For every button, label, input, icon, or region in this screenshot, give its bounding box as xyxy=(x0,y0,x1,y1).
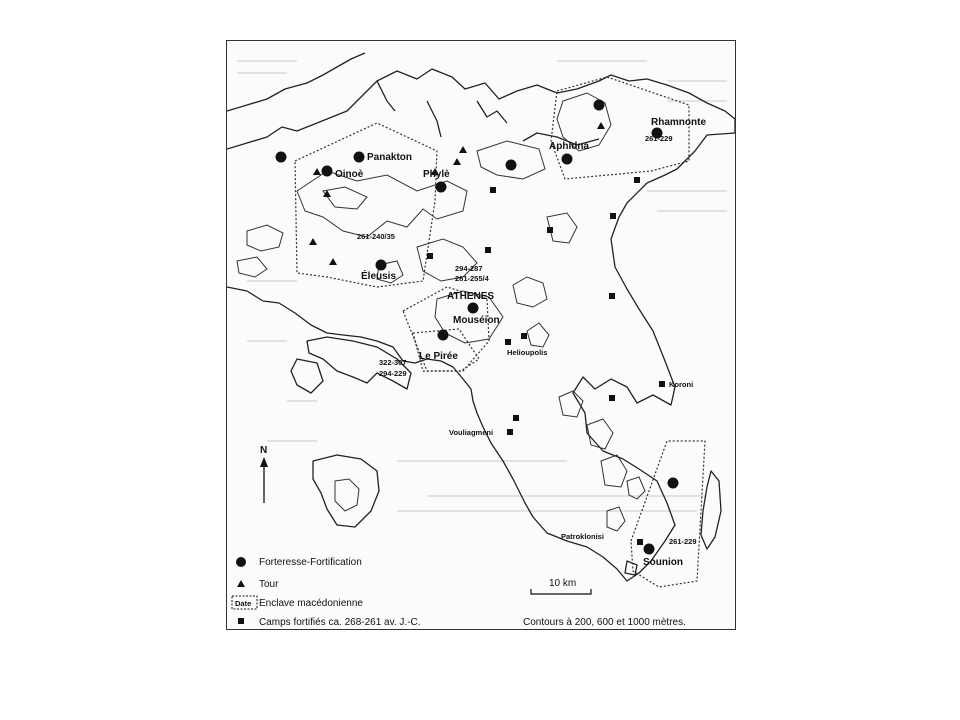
enclave-aphidna-rhamnonte xyxy=(551,77,689,179)
attica-map xyxy=(227,41,735,629)
camp-marker xyxy=(485,247,491,253)
label-panakton: Panakton xyxy=(367,152,413,163)
small-island-west xyxy=(291,359,323,393)
label-piree: Le Pirée xyxy=(419,351,458,362)
tower-marker xyxy=(597,122,605,129)
scale-bar xyxy=(531,578,591,594)
contour-lines xyxy=(237,93,645,531)
label-date-rhamnonte: 261-229 xyxy=(645,134,673,143)
camp-marker xyxy=(507,429,513,435)
legend-camp-label: Camps fortifiés ca. 268-261 av. J.-C. xyxy=(259,617,421,628)
camp-marker xyxy=(427,253,433,259)
north-arrow-icon xyxy=(260,457,268,467)
tower-marker xyxy=(459,146,467,153)
fortress-marker-east xyxy=(668,478,679,489)
camp-marker xyxy=(521,333,527,339)
north-coast-detail xyxy=(227,53,599,145)
fortress-marker-sounion xyxy=(644,544,655,555)
camp-marker xyxy=(637,539,643,545)
label-phyle: Phylè xyxy=(423,169,450,180)
tower-marker xyxy=(453,158,461,165)
label-date-piree-2: 294-229 xyxy=(379,369,407,378)
fortress-marker-north xyxy=(594,100,605,111)
map-frame xyxy=(226,40,736,630)
north-arrow xyxy=(260,445,268,503)
camp-markers xyxy=(427,177,665,545)
label-koroni: Koroni xyxy=(669,380,694,389)
aegina-contour xyxy=(335,479,359,511)
fortress-marker-panakton xyxy=(354,152,365,163)
patroklos-island xyxy=(625,561,637,575)
fortress-marker-aphidna xyxy=(562,154,573,165)
camp-marker xyxy=(490,187,496,193)
legend-enclave-box-label: Date xyxy=(235,599,252,608)
legend-enclave-label: Enclave macédonienne xyxy=(259,598,363,609)
camp-marker xyxy=(609,395,615,401)
camp-marker xyxy=(634,177,640,183)
label-date-sounion: 261-229 xyxy=(669,537,697,546)
label-patroklonisi: Patroklonisi xyxy=(561,532,604,541)
legend-tower-icon xyxy=(237,580,245,587)
camp-marker xyxy=(547,227,553,233)
fortress-marker-far-west xyxy=(276,152,287,163)
tower-marker xyxy=(313,168,321,175)
contour-note: Contours à 200, 600 et 1000 mètres. xyxy=(523,617,686,628)
fortress-marker-eleusis xyxy=(376,260,387,271)
scale-bar-label: 10 km xyxy=(549,578,577,589)
place-labels xyxy=(335,117,706,568)
legend xyxy=(232,557,686,628)
fortress-marker-oinoe xyxy=(322,166,333,177)
tower-marker xyxy=(329,258,337,265)
camp-marker xyxy=(513,415,519,421)
label-eleusis: Éleusis xyxy=(361,271,397,282)
fortress-marker-phyle xyxy=(436,182,447,193)
camp-marker xyxy=(659,381,665,387)
label-athenes: ATHENES xyxy=(447,291,495,302)
label-date-eleusis: 261-240/35 xyxy=(357,232,395,241)
label-date-athenes-1: 294-287 xyxy=(455,264,483,273)
label-date-athenes-2: 261-255/4 xyxy=(455,274,489,283)
makronisos-island xyxy=(701,471,721,549)
legend-fortress-icon xyxy=(236,557,246,567)
label-date-piree-1: 322-307 xyxy=(379,358,407,367)
label-vouliagmeni: Vouliagmeni xyxy=(449,428,494,437)
aegina-island xyxy=(313,455,379,527)
camp-marker xyxy=(610,213,616,219)
fortress-marker-mouseion xyxy=(468,303,479,314)
label-mouseion: Mouséion xyxy=(453,315,500,326)
tower-marker xyxy=(309,238,317,245)
label-oinoe: Oinoè xyxy=(335,169,364,180)
legend-tower-label: Tour xyxy=(259,579,279,590)
fortress-marker-piree xyxy=(438,330,449,341)
label-aphidna: Aphidna xyxy=(549,141,589,152)
enclave-eleusis-phyle xyxy=(295,123,437,287)
label-rhamnonte: Rhamnonte xyxy=(651,117,706,128)
label-helioupolis: Helioupolis xyxy=(507,348,548,357)
fortress-marker-dekeleia xyxy=(506,160,517,171)
camp-marker xyxy=(609,293,615,299)
legend-camp-icon xyxy=(238,618,244,624)
camp-marker xyxy=(505,339,511,345)
legend-fortress-label: Forteresse-Fortification xyxy=(259,557,362,568)
background-ghost-lines xyxy=(237,61,727,511)
label-sounion: Sounion xyxy=(643,557,683,568)
north-arrow-label: N xyxy=(260,445,268,456)
